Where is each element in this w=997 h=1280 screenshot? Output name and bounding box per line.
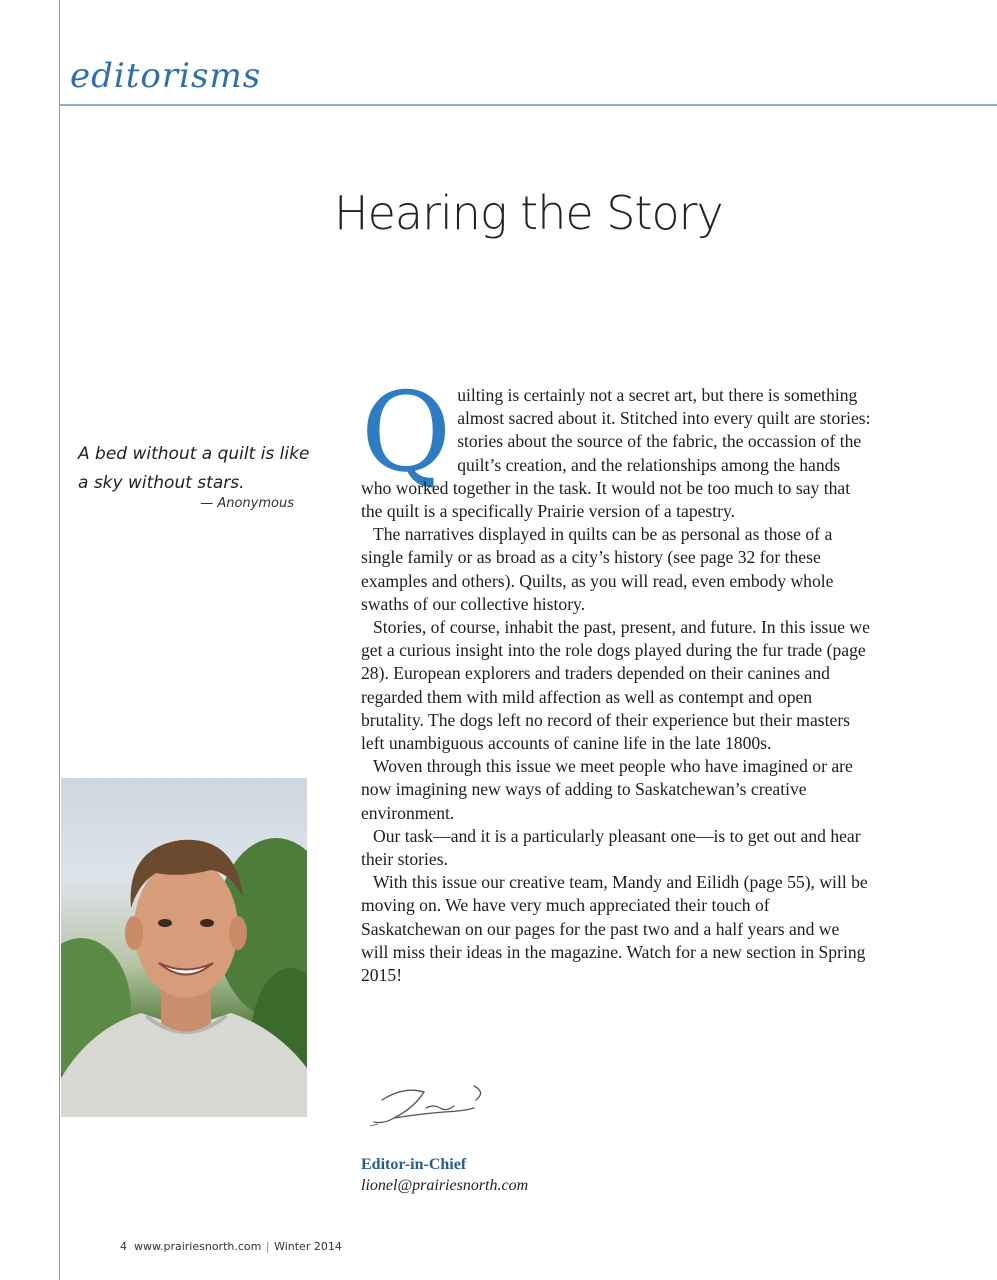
- editor-signature: [364, 1078, 494, 1132]
- article-paragraph: Our task—and it is a particularly pleasant one—is to get out and hear their stories.: [361, 825, 861, 870]
- editor-photo: [61, 778, 307, 1117]
- article-paragraph: Stories, of course, inhabit the past, present, and future. In this issue we get a curious insight into the role dogs played during the fur trade (page 28). European explorers and traders depended on their canines and regarded them with mild affection as well as contempt and open brutality. The dogs left no record of their experience but their masters left unambiguous accounts of canine life in the late 1800s.: [361, 617, 870, 754]
- epigraph-line-2: a sky without stars.: [78, 473, 245, 493]
- left-margin-rule: [59, 0, 60, 1280]
- page-number: 4: [120, 1240, 127, 1253]
- article-paragraph: [361, 368, 871, 523]
- article-paragraph: The narratives displayed in quilts can be as personal as those of a single family or as broad as a city’s history (see page 32 for these examples and others). Quilts, as you will read, even embody whole swaths of our collective history.: [361, 524, 834, 614]
- epigraph: [78, 440, 318, 498]
- signoff-email[interactable]: lionel@prairiesnorth.com: [361, 1177, 529, 1194]
- page-title: Hearing the Story: [334, 186, 723, 240]
- epigraph-line-1: A bed without a quilt is like: [78, 444, 310, 464]
- section-label: editorisms: [70, 56, 262, 96]
- epigraph-attribution: — Anonymous: [200, 496, 294, 511]
- signoff-role: Editor-in-Chief: [361, 1156, 467, 1173]
- article-paragraph: Woven through this issue we meet people who have imagined or are now imagining new ways of adding to Saskatchewan’s creative environment.: [361, 756, 853, 823]
- footer-issue: Winter 2014: [274, 1240, 342, 1253]
- article-paragraph-text: uilting is certainly not a secret art, but there is something almost sacred about it. Stitched into every quilt are stories: stories about the source of the fabric, the occassion of the quilt’s creation, and the relationships among the hands who worked together in the task. It would not be too much to say that the quilt is a specifically Prairie version of a tapestry.: [361, 385, 871, 522]
- article-body: [361, 368, 871, 987]
- header-rule: [59, 104, 997, 106]
- footer-website[interactable]: www.prairiesnorth.com: [134, 1240, 262, 1253]
- article-paragraph: With this issue our creative team, Mandy and Eilidh (page 55), will be moving on. We have very much appreciated their touch of Saskatchewan on our pages for the past two and a half years and we will miss their ideas in the magazine. Watch for a new section in Spring 2015!: [361, 872, 868, 986]
- editor-photo-illustration: [61, 778, 307, 1117]
- drop-cap: Q: [361, 368, 452, 496]
- page-footer: [120, 1240, 342, 1253]
- footer-separator: |: [265, 1240, 270, 1253]
